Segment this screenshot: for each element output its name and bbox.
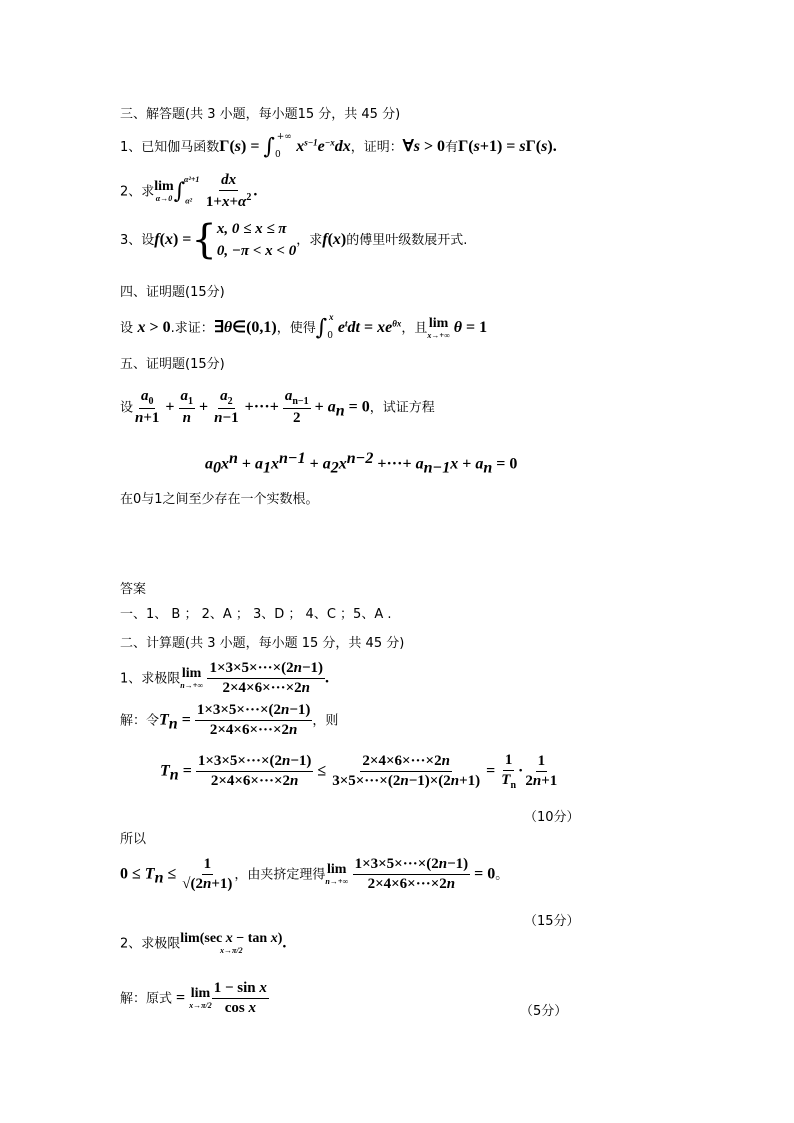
answer-2-1-question: 1、求极限 lim n→+∞ $\frac{1\times 3\times 5\times\cdot\cdot\cdot\times(2n-1)}{2\times 4\times 6\times\cdot\cdot\cdot\times 2n}$ . xyxy=(120,660,330,696)
question-3-1: 1、已知伽马函数$\Gamma(s) = \int_0^{+\infty}$ $x^{s-1}e^{-x}dx$，证明：∀s > 0有Γ(s+1) = sΓ(s). xyxy=(120,132,557,160)
question-5-equation: $a_0x^n + a_1x^{n-1} + a_2x^{n-2}$ +···+ $a_{n-1}x + a_n = 0$ xyxy=(205,450,518,477)
answer-title: 答案 xyxy=(120,582,147,597)
so-label: 所以 xyxy=(120,832,147,847)
question-4: 设 x > 0.求证：∃θ∈(0,1)，使得$\int_0^x$ $e^tdt = xe^{\theta x}$，且 lim x→+∞ θ = 1 xyxy=(120,312,488,341)
score-10: （10分） xyxy=(524,810,580,825)
question-3-3: 3、设f(x) ={ x, 0 ≤ x ≤ π 0, −π < x < 0 ，求f(x)的傅里叶级数展开式. xyxy=(120,217,468,263)
section2-title: 二、计算题(共 3 小题，每小题 15 分，共 45 分) xyxy=(120,636,405,651)
score-15: （15分） xyxy=(524,914,580,929)
question-5-conclusion: 在0与1之间至少存在一个实数根。 xyxy=(120,492,319,507)
section3-title: 三、解答题(共 3 小题，每小题15 分，共 45 分) xyxy=(120,107,401,122)
section5-title: 五、证明题(15分) xyxy=(120,357,225,372)
answer-2-2-question: 2、求极限 lim(sec x − tan x) x→π/2 . xyxy=(120,931,287,955)
answer-choices: 一、1、 B ； 2、A ； 3、D ； 4、C ；5、A . xyxy=(120,607,392,622)
section4-title: 四、证明题(15分) xyxy=(120,285,225,300)
answer-2-1-let: 解：令$T_n$ = $\frac{1\times 3\times 5\times\cdot\cdot\cdot\times(2n-1)}{2\times 4\times 6\times\cdot\cdot\cdot\times 2n}$ ，则 xyxy=(120,702,339,738)
answer-2-1-inequality: $T_n$ = $\frac{1\times 3\times 5\times\cdot\cdot\cdot\times(2n-1)}{2\times 4\times 6\times\cdot\cdot\cdot\times 2n}$ ≤ $\frac{2\times 4\times 6\times\cdot\cdot\cdot\times 2n}{3\times 5\times\cdot\cdot\cdot\times(2n-1)\times(2n+1)}$ = $\frac{1}{T_n}$ · $\frac{1}{2n+1}$ xyxy=(160,752,558,791)
answer-2-1-squeeze: $0 \le T_n$ ≤ $\frac{1}{√(2n+1)}$ ，由夹挤定理得 lim n→+∞ $\frac{1\times 3\times 5\times\cdot\cdot\cdot\times(2n-1)}{2\times 4\times 6\times\cdot\cdot\cdot\times 2n}$ = 0。 xyxy=(120,856,509,892)
question-3-2: 2、求 lim α→0 $\int_{\alpha^2}^{\alpha^2+1}$ $\frac{dx}{1+x+\alpha^2}$ . xyxy=(120,172,258,210)
score-5: （5分） xyxy=(520,1004,568,1019)
question-5-condition: 设 $\frac{a_0}{n+1}$ + $\frac{a_1}{n}$ + $\frac{a_2}{n-1}$ +···+ $\frac{a_{n-1}}{2}$ + $a_n = 0$，试证方程 xyxy=(120,388,435,426)
answer-2-2-solution: 解：原式 = lim x→π/2 $\frac{\text{1 − sin x}}{\text{cos x}}$ xyxy=(120,980,267,1016)
